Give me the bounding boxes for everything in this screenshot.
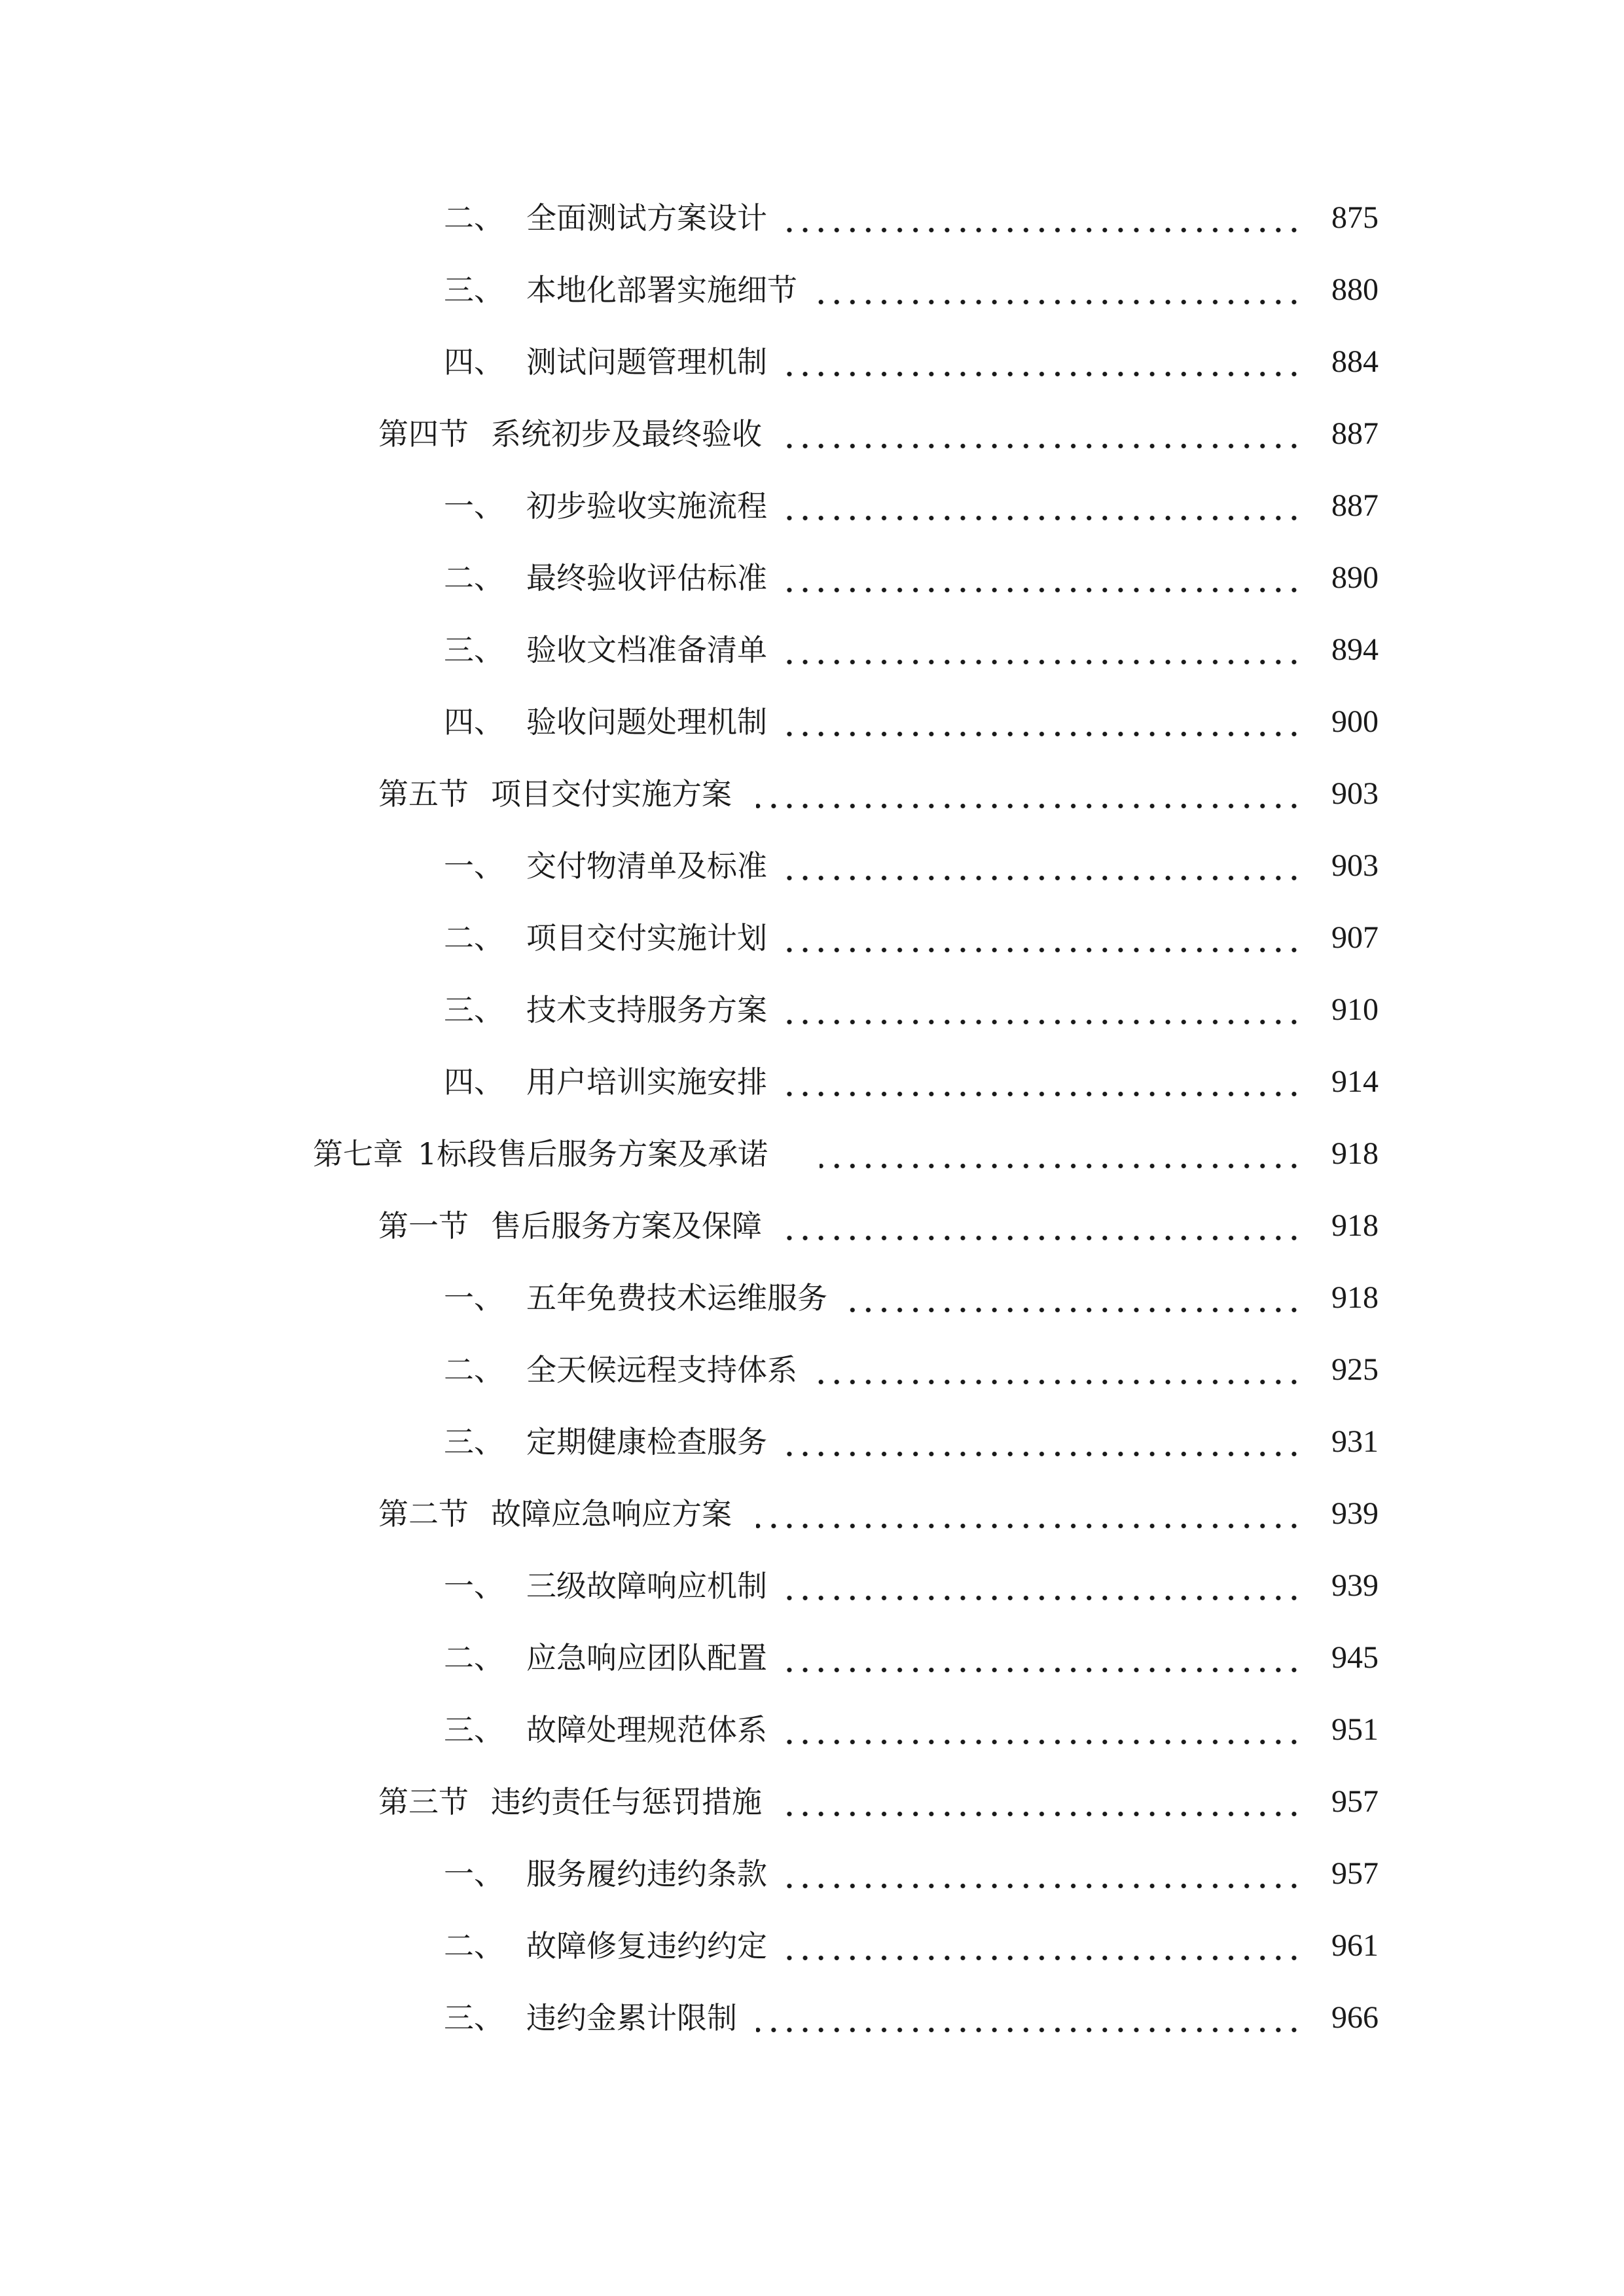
toc-entry[interactable] — [0, 840, 1624, 892]
toc-entry-title: 全天候远程支持体系 — [526, 1352, 797, 1388]
dot-leader — [782, 1667, 1302, 1673]
toc-entry[interactable] — [0, 624, 1624, 676]
dot-leader — [782, 587, 1302, 593]
toc-entry-title: 五年免费技术运维服务 — [526, 1280, 827, 1316]
dot-leader — [815, 299, 1302, 305]
toc-entry[interactable] — [0, 336, 1624, 388]
dot-leader — [782, 515, 1302, 521]
toc-entry[interactable] — [0, 552, 1624, 604]
toc-entry-page: 939 — [1331, 1568, 1379, 1603]
toc-entry-title: 三级故障响应机制 — [526, 1568, 767, 1604]
toc-entry-title: 1标段售后服务方案及承诺 — [418, 1136, 768, 1172]
toc-entry-number: 四、 — [444, 344, 504, 380]
toc-entry-title: 用户培训实施安排 — [526, 1064, 767, 1100]
dot-leader — [782, 1955, 1302, 1961]
dot-leader — [782, 1019, 1302, 1025]
toc-entry[interactable] — [0, 1200, 1624, 1252]
dot-leader — [782, 731, 1302, 737]
toc-entry-title: 最终验收评估标准 — [526, 560, 767, 596]
toc-entry[interactable] — [0, 768, 1624, 820]
dot-leader — [782, 1883, 1302, 1889]
dot-leader — [782, 227, 1302, 233]
toc-entry-page: 931 — [1331, 1424, 1379, 1459]
toc-entry[interactable] — [0, 1560, 1624, 1612]
toc-entry-number: 二、 — [444, 920, 504, 956]
toc-entry[interactable] — [0, 1776, 1624, 1828]
toc-entry-page: 966 — [1331, 2000, 1379, 2035]
dot-leader — [782, 1235, 1302, 1241]
dot-leader — [848, 1307, 1302, 1313]
toc-entry-page: 957 — [1331, 1784, 1379, 1819]
toc-entry[interactable] — [0, 1272, 1624, 1324]
toc-entry-page: 910 — [1331, 992, 1379, 1027]
toc-entry-page: 884 — [1331, 344, 1379, 379]
dot-leader — [756, 1523, 1302, 1529]
toc-entry-number: 三、 — [444, 632, 504, 668]
toc-entry-number: 三、 — [444, 1424, 504, 1460]
toc-entry[interactable] — [0, 1992, 1624, 2044]
toc-entry-title: 全面测试方案设计 — [526, 200, 767, 236]
toc-entry[interactable] — [0, 1704, 1624, 1756]
dot-leader — [782, 659, 1302, 665]
toc-entry[interactable] — [0, 912, 1624, 964]
toc-entry[interactable] — [0, 1632, 1624, 1684]
toc-entry-title: 验收文档准备清单 — [526, 632, 767, 668]
toc-entry-title: 初步验收实施流程 — [526, 488, 767, 524]
toc-entry-page: 945 — [1331, 1640, 1379, 1675]
toc-entry-page: 887 — [1331, 416, 1379, 451]
toc-entry-number: 二、 — [444, 200, 504, 236]
toc-entry-title: 测试问题管理机制 — [526, 344, 767, 380]
toc-entry-page: 918 — [1331, 1136, 1379, 1171]
toc-entry[interactable] — [0, 696, 1624, 748]
dot-leader — [782, 371, 1302, 377]
dot-leader — [815, 1379, 1302, 1385]
toc-entry-number: 四、 — [444, 1064, 504, 1100]
toc-entry-page: 918 — [1331, 1208, 1379, 1243]
toc-entry-title: 违约责任与惩罚措施 — [491, 1784, 762, 1820]
toc-entry-page: 951 — [1331, 1712, 1379, 1747]
dot-leader — [782, 443, 1302, 449]
toc-entry-page: 939 — [1331, 1496, 1379, 1531]
toc-entry-page: 925 — [1331, 1352, 1379, 1387]
toc-entry-number: 第三节 — [378, 1784, 469, 1820]
toc-entry-page: 961 — [1331, 1928, 1379, 1963]
toc-entry-number: 二、 — [444, 1928, 504, 1964]
toc-entry[interactable] — [0, 1056, 1624, 1108]
toc-entry-number: 二、 — [444, 1352, 504, 1388]
dot-leader — [782, 1451, 1302, 1457]
dot-leader — [782, 1739, 1302, 1745]
dot-leader — [782, 947, 1302, 953]
toc-entry-title: 本地化部署实施细节 — [526, 272, 797, 308]
toc-entry-number: 三、 — [444, 272, 504, 308]
toc-entry[interactable] — [0, 1848, 1624, 1900]
toc-entry[interactable] — [0, 408, 1624, 460]
toc-entry-page: 880 — [1331, 272, 1379, 307]
dot-leader — [782, 1811, 1302, 1817]
toc-entry-page: 900 — [1331, 704, 1379, 739]
dot-leader — [782, 1091, 1302, 1097]
toc-entry-number: 第二节 — [378, 1496, 469, 1532]
toc-entry[interactable] — [0, 480, 1624, 532]
toc-entry[interactable] — [0, 984, 1624, 1036]
toc-entry-title: 定期健康检查服务 — [526, 1424, 767, 1460]
toc-entry-number: 一、 — [444, 488, 504, 524]
toc-entry-number: 三、 — [444, 1712, 504, 1748]
toc-entry-title: 项目交付实施方案 — [491, 776, 732, 812]
toc-entry-title: 故障修复违约约定 — [526, 1928, 767, 1964]
toc-entry-number: 第四节 — [378, 416, 469, 452]
toc-entry-title: 售后服务方案及保障 — [491, 1208, 762, 1244]
toc-entry-page: 914 — [1331, 1064, 1379, 1099]
toc-entry[interactable] — [0, 1920, 1624, 1972]
toc-entry-page: 894 — [1331, 632, 1379, 667]
dot-leader — [756, 803, 1302, 809]
toc-entry-page: 957 — [1331, 1856, 1379, 1891]
toc-entry-number: 一、 — [444, 1568, 504, 1604]
toc-entry-title: 应急响应团队配置 — [526, 1640, 767, 1676]
toc-entry-number: 第五节 — [378, 776, 469, 812]
toc-entry-page: 890 — [1331, 560, 1379, 595]
toc-entry[interactable] — [0, 1416, 1624, 1468]
toc-entry-title: 技术支持服务方案 — [526, 992, 767, 1028]
toc-entry-page: 907 — [1331, 920, 1379, 955]
toc-entry-title: 项目交付实施计划 — [526, 920, 767, 956]
toc-entry-number: 二、 — [444, 1640, 504, 1676]
toc-entry[interactable] — [0, 192, 1624, 244]
toc-entry-number: 四、 — [444, 704, 504, 740]
dot-leader — [756, 2027, 1302, 2033]
toc-entry[interactable] — [0, 264, 1624, 316]
toc-entry-title: 交付物清单及标准 — [526, 848, 767, 884]
toc-entry-page: 918 — [1331, 1280, 1379, 1315]
dot-leader — [782, 875, 1302, 881]
toc-entry-number: 一、 — [444, 848, 504, 884]
toc-entry-number: 三、 — [444, 2000, 504, 2036]
toc-entry-number: 第七章 — [313, 1136, 403, 1172]
toc-entry-page: 903 — [1331, 848, 1379, 883]
toc-entry-number: 第一节 — [378, 1208, 469, 1244]
toc-entry-number: 二、 — [444, 560, 504, 596]
toc-entry[interactable] — [0, 1128, 1624, 1180]
toc-entry-page: 887 — [1331, 488, 1379, 523]
toc-entry-title: 违约金累计限制 — [526, 2000, 737, 2036]
toc-entry-title: 服务履约违约条款 — [526, 1856, 767, 1892]
toc-entry[interactable] — [0, 1344, 1624, 1396]
toc-entry-page: 903 — [1331, 776, 1379, 811]
toc-entry-title: 故障应急响应方案 — [491, 1496, 732, 1532]
toc-entry-number: 一、 — [444, 1856, 504, 1892]
dot-leader — [782, 1595, 1302, 1601]
toc-entry-number: 一、 — [444, 1280, 504, 1316]
toc-entry[interactable] — [0, 1488, 1624, 1540]
toc-entry-page: 875 — [1331, 200, 1379, 235]
toc-entry-title: 故障处理规范体系 — [526, 1712, 767, 1748]
toc-entry-title: 系统初步及最终验收 — [491, 416, 762, 452]
toc-entry-number: 三、 — [444, 992, 504, 1028]
dot-leader — [820, 1163, 1302, 1169]
toc-entry-title: 验收问题处理机制 — [526, 704, 767, 740]
